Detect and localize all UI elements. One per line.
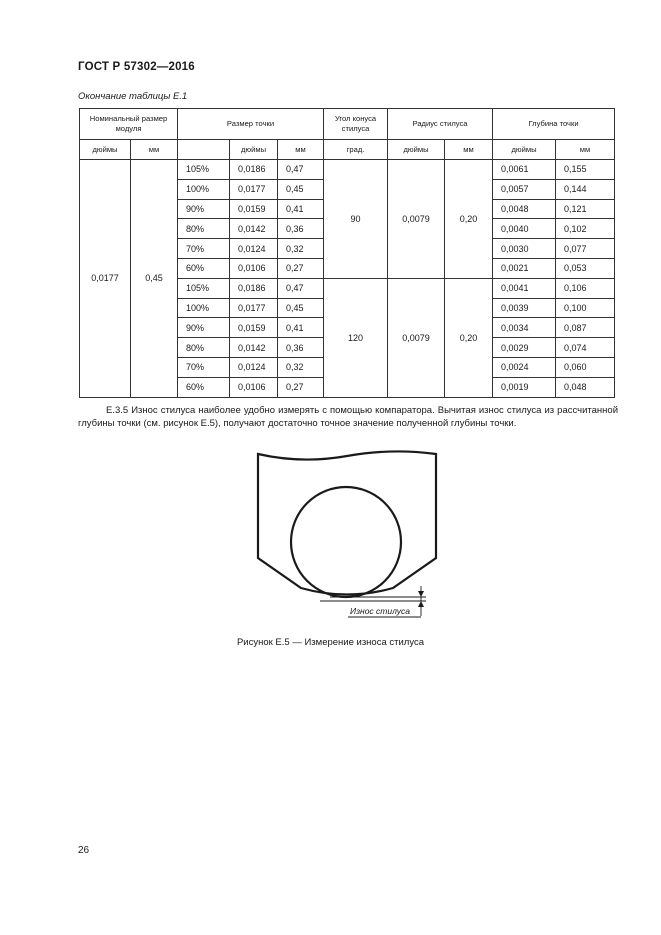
- stylus-table: [79, 108, 615, 398]
- table-cell: 0,45: [278, 298, 324, 318]
- table-cell: 0,0061: [493, 160, 556, 180]
- header-nominal-size: Номинальный размер модуля: [80, 109, 178, 140]
- table-cell: 90: [324, 160, 388, 279]
- table-cell: 0,0186: [230, 160, 278, 180]
- table-cell: 60%: [178, 258, 230, 278]
- table-cell: 0,32: [278, 239, 324, 259]
- unit-mm: мм: [556, 140, 615, 160]
- table-cell: 0,144: [556, 179, 615, 199]
- table-cell: 0,0159: [230, 199, 278, 219]
- arrow-head: [418, 601, 424, 607]
- table-cell: 0,0124: [230, 357, 278, 377]
- header-cone-angle: Угол конуса стилуса: [324, 109, 388, 140]
- table-cell: 0,087: [556, 318, 615, 338]
- unit-empty: [178, 140, 230, 160]
- figure-caption: Рисунок Е.5 — Измерение износа стилуса: [236, 637, 425, 648]
- table-cell: 0,060: [556, 357, 615, 377]
- table-cell: 105%: [178, 278, 230, 298]
- table-cell: 0,0048: [493, 199, 556, 219]
- table-cell: 90%: [178, 199, 230, 219]
- table-cell: 0,0106: [230, 377, 278, 397]
- table-cell: 0,121: [556, 199, 615, 219]
- table-cell: 0,0021: [493, 258, 556, 278]
- table-cell: 0,106: [556, 278, 615, 298]
- table-cell: 0,27: [278, 258, 324, 278]
- table-cell: 0,048: [556, 377, 615, 397]
- table-cell: 0,0142: [230, 338, 278, 358]
- table-cell: 0,0106: [230, 258, 278, 278]
- table-cell: 0,0142: [230, 219, 278, 239]
- table-cell: 105%: [178, 160, 230, 180]
- table-cell: 0,41: [278, 199, 324, 219]
- table-cell: 0,27: [278, 377, 324, 397]
- unit-mm: мм: [445, 140, 493, 160]
- table-cell: 0,0024: [493, 357, 556, 377]
- stylus-outline: [258, 451, 436, 594]
- table-cell: 0,077: [556, 239, 615, 259]
- header-stylus-radius: Радиус стилуса: [388, 109, 493, 140]
- table-cell: 0,0039: [493, 298, 556, 318]
- table-cell: 70%: [178, 357, 230, 377]
- table-cell: 0,0030: [493, 239, 556, 259]
- unit-inches: дюймы: [230, 140, 278, 160]
- table-cell: 0,0186: [230, 278, 278, 298]
- table-caption: Окончание таблицы Е.1: [78, 91, 188, 102]
- table-cell: 80%: [178, 338, 230, 358]
- stylus-wear-figure: [250, 448, 445, 633]
- table-cell: 0,0079: [388, 160, 445, 279]
- table-cell: 90%: [178, 318, 230, 338]
- table-cell: 0,0040: [493, 219, 556, 239]
- table-cell: 100%: [178, 298, 230, 318]
- table-cell: 70%: [178, 239, 230, 259]
- page-number: 26: [78, 845, 90, 856]
- wear-label: Износ стилуса: [350, 606, 411, 616]
- table-cell: 0,41: [278, 318, 324, 338]
- unit-mm: мм: [278, 140, 324, 160]
- table-cell: 0,0034: [493, 318, 556, 338]
- table-cell: 0,0041: [493, 278, 556, 298]
- table-cell: 0,20: [445, 160, 493, 279]
- table-cell: 0,0159: [230, 318, 278, 338]
- unit-inches: дюймы: [80, 140, 131, 160]
- table-cell: 120: [324, 278, 388, 397]
- table-cell: 0,100: [556, 298, 615, 318]
- table-cell: 0,0177: [230, 179, 278, 199]
- arrow-head: [418, 591, 424, 597]
- table-cell: 80%: [178, 219, 230, 239]
- ball-circle: [291, 487, 401, 597]
- table-cell: 0,45: [278, 179, 324, 199]
- unit-deg: град.: [324, 140, 388, 160]
- table-cell: 0,0177: [80, 160, 131, 398]
- header-point-size: Размер точки: [178, 109, 324, 140]
- table-cell: 0,45: [131, 160, 178, 398]
- table-cell: 0,074: [556, 338, 615, 358]
- table-cell: 0,0177: [230, 298, 278, 318]
- table-cell: 0,0124: [230, 239, 278, 259]
- table-cell: 100%: [178, 179, 230, 199]
- unit-mm: мм: [131, 140, 178, 160]
- table-cell: 0,053: [556, 258, 615, 278]
- table-cell: 0,20: [445, 278, 493, 397]
- unit-inches: дюймы: [493, 140, 556, 160]
- table-cell: 0,36: [278, 338, 324, 358]
- table-cell: 0,0019: [493, 377, 556, 397]
- paragraph-e35: Е.3.5 Износ стилуса наиболее удобно измерять с помощью компаратора. Вычитая износ стилуса из рассчитанной глубины точки (см. рисунок Е.5), получают достаточно точное значение полученной глубины точки.: [78, 405, 618, 430]
- header-point-depth: Глубина точки: [493, 109, 615, 140]
- table-cell: 0,36: [278, 219, 324, 239]
- table-cell: 0,32: [278, 357, 324, 377]
- document-header: ГОСТ Р 57302—2016: [78, 61, 195, 73]
- table-cell: 0,0029: [493, 338, 556, 358]
- table-cell: 0,102: [556, 219, 615, 239]
- unit-inches: дюймы: [388, 140, 445, 160]
- table-cell: 0,0057: [493, 179, 556, 199]
- table-cell: 0,155: [556, 160, 615, 180]
- table-cell: 0,47: [278, 160, 324, 180]
- table-row: [80, 160, 615, 180]
- table-cell: 0,47: [278, 278, 324, 298]
- table-cell: 0,0079: [388, 278, 445, 397]
- table-cell: 60%: [178, 377, 230, 397]
